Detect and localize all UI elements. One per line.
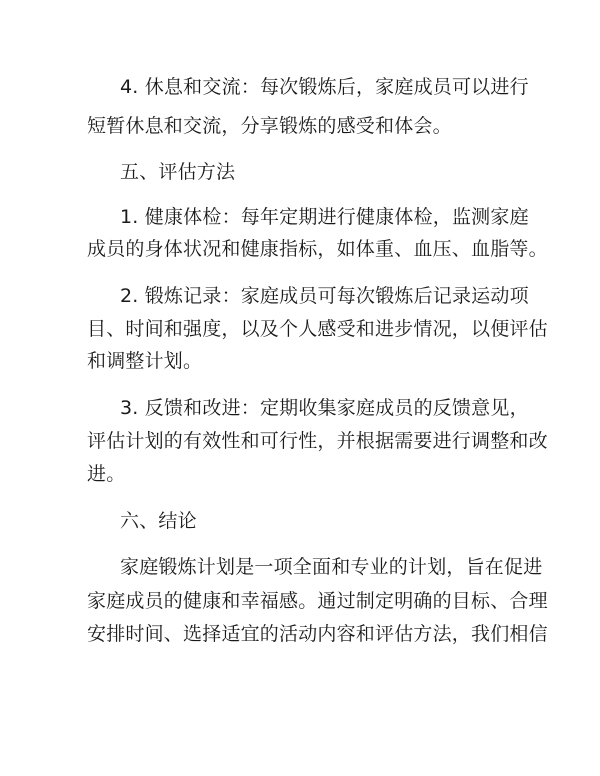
- paragraph-exercise-record-line-1: 2. 锻炼记录：家庭成员可每次锻炼后记录运动项: [120, 285, 529, 307]
- paragraph-health-check-line-1: 1. 健康体检：每年定期进行健康体检，监测家庭: [120, 206, 529, 228]
- paragraph-feedback-line-2: 评估计划的有效性和可行性，并根据需要进行调整和改: [87, 430, 548, 452]
- paragraph-rest-exchange-line-2: 短暂休息和交流，分享锻炼的感受和体会。: [87, 115, 452, 137]
- paragraph-feedback-line-1: 3. 反馈和改进：定期收集家庭成员的反馈意见，: [120, 397, 529, 419]
- section-heading-conclusion: 六、结论: [120, 510, 197, 532]
- paragraph-conclusion-line-2: 家庭成员的健康和幸福感。通过制定明确的目标、合理: [87, 590, 548, 612]
- paragraph-exercise-record-line-2: 目、时间和强度，以及个人感受和进步情况，以便评估: [87, 318, 548, 340]
- paragraph-feedback-line-3: 进。: [87, 463, 126, 485]
- paragraph-rest-exchange-line-1: 4. 休息和交流：每次锻炼后，家庭成员可以进行: [120, 76, 529, 98]
- paragraph-health-check-line-2: 成员的身体状况和健康指标，如体重、血压、血脂等。: [87, 238, 548, 260]
- paragraph-exercise-record-line-3: 和调整计划。: [87, 350, 203, 372]
- paragraph-conclusion-line-3: 安排时间、选择适宜的活动内容和评估方法，我们相信: [87, 623, 548, 645]
- section-heading-evaluation: 五、评估方法: [120, 161, 236, 183]
- paragraph-conclusion-line-1: 家庭锻炼计划是一项全面和专业的计划，旨在促进: [120, 556, 543, 578]
